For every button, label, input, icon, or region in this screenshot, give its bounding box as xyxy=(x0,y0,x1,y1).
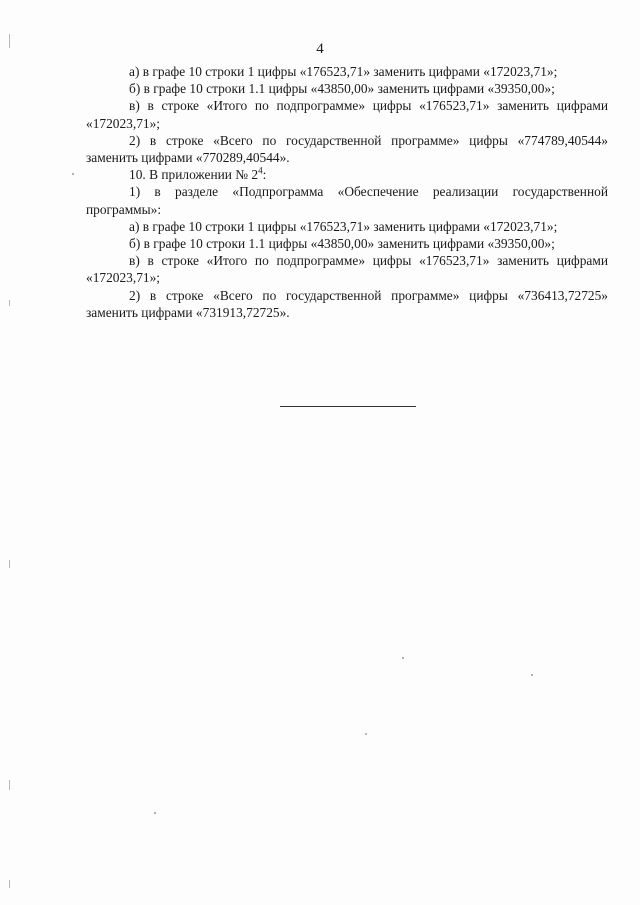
scan-speck xyxy=(531,674,533,676)
document-body xyxy=(86,63,608,321)
item-10-text: 10. В приложении № 2 xyxy=(129,167,259,183)
scan-speck xyxy=(365,733,367,735)
paragraph-item-10 xyxy=(86,166,608,183)
paragraph-1a: а) в графе 10 строки 1 цифры «176523,71» заменить цифрами «172023,71»; xyxy=(129,64,558,79)
binding-mark xyxy=(9,560,10,568)
binding-mark xyxy=(9,34,10,48)
closing-rule xyxy=(280,406,416,407)
scan-speck xyxy=(154,812,156,814)
page-number: 4 xyxy=(316,41,324,57)
binding-mark xyxy=(9,880,10,888)
paragraph-2: 2) в строке «Всего по государственной программе» цифры «774789,40544» заменить цифрами «770289,40544». xyxy=(86,132,608,166)
paragraph-section-1a: а) в графе 10 строки 1 цифры «176523,71» заменить цифрами «172023,71»; xyxy=(129,218,558,234)
paragraph-section-1: 1) в разделе «Подпрограмма «Обеспечение реализации государственной программы»: xyxy=(86,184,608,217)
paragraph-1b: б) в графе 10 строки 1.1 цифры «43850,00» заменить цифрами «39350,00»; xyxy=(129,81,555,97)
paragraph-section-1b: б) в графе 10 строки 1.1 цифры «43850,00» заменить цифрами «39350,00»; xyxy=(129,236,555,252)
binding-mark xyxy=(9,780,10,790)
scan-speck xyxy=(402,657,404,659)
binding-mark xyxy=(9,300,10,306)
paragraph-1c: в) в строке «Итого по подпрограмме» цифры «176523,71» заменить цифрами «172023,71»; xyxy=(86,98,608,131)
paragraph-section-1c: в) в строке «Итого по подпрограмме» цифры «176523,71» заменить цифрами «172023,71»; xyxy=(86,253,608,286)
item-10-colon: : xyxy=(262,167,267,183)
scan-speck xyxy=(72,173,74,175)
paragraph-section-2: 2) в строке «Всего по государственной программе» цифры «736413,72725» заменить цифрами «731913,72725». xyxy=(86,287,608,320)
appendix-superscript: 4 xyxy=(258,165,263,176)
